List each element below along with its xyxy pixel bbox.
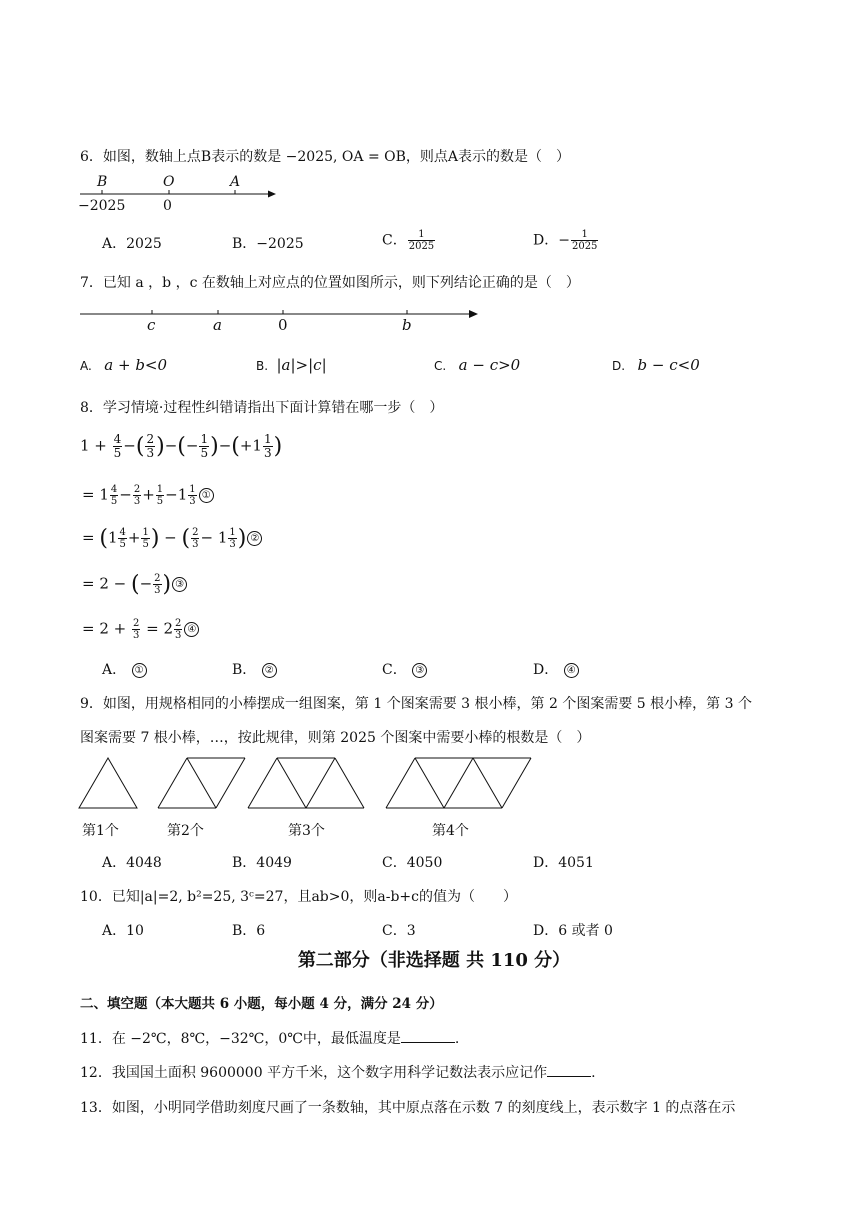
q7-option-c[interactable]: C. a − c>0 bbox=[434, 356, 521, 374]
q9-stem-line2: 图案需要 7 根小棒，…，按此规律，则第 2025 个图案中需要小棒的根数是（ ） bbox=[80, 730, 591, 746]
q8-option-b[interactable]: B． ② bbox=[232, 659, 277, 679]
q10-option-b[interactable]: B．6 bbox=[232, 923, 266, 939]
q11-stem: 11．在 −2℃，8℃，−32℃，0℃中，最低温度是 . bbox=[80, 1031, 460, 1047]
q9-caption-1: 第1个 bbox=[82, 823, 119, 839]
pattern-4-shape bbox=[386, 758, 531, 808]
q9-stem-line1: 9．如图，用规格相同的小棒摆成一组图案，第 1 个图案需要 3 根小棒，第 2 个图案需要 5 根小棒，第 3 个 bbox=[80, 696, 752, 712]
q6-option-d[interactable]: D．− $\frac{1}{2025}$ bbox=[533, 229, 598, 252]
q7-label-c: c bbox=[147, 316, 156, 334]
pattern-2-shape bbox=[158, 758, 245, 808]
q9-option-a[interactable]: A．4048 bbox=[102, 855, 162, 871]
q6-label-a: A bbox=[230, 174, 241, 190]
q6-option-a[interactable]: A．2025 bbox=[102, 236, 162, 252]
q7-option-b[interactable]: B. |a|>|c| bbox=[256, 356, 327, 374]
q7-label-b: b bbox=[402, 316, 412, 334]
q6-label-o: O bbox=[163, 174, 175, 190]
q7-stem: 7．已知 a ，b ，c 在数轴上对应点的位置如图所示，则下列结论正确的是（ ） bbox=[80, 275, 580, 291]
q7-option-a[interactable]: A. a + b<0 bbox=[80, 356, 168, 374]
q7-label-a: a bbox=[213, 316, 222, 334]
q8-step-4: = 2 + $\frac{2}{3}$ = 2 $\frac{2}{3}$ ④ bbox=[82, 618, 199, 641]
q8-expression: 1 + $\frac{4}{5}$ −( $\frac{2}{3}$ )−(− $\frac{1}{5}$ )−(+1 $\frac{1}{3}$ ) bbox=[80, 432, 283, 460]
q11-answer-blank[interactable] bbox=[401, 1030, 455, 1043]
q8-option-c[interactable]: C． ③ bbox=[382, 659, 427, 679]
q6-value-o: 0 bbox=[163, 198, 172, 214]
q13-stem: 13．如图，小明同学借助刻度尺画了一条数轴，其中原点落在示数 7 的刻度线上，表示数字 1 的点落在示 bbox=[80, 1100, 736, 1116]
q12-answer-blank[interactable] bbox=[547, 1064, 591, 1077]
q6-stem: 6．如图，数轴上点B表示的数是 −2025, OA = OB，则点A表示的数是（ ） bbox=[80, 149, 570, 165]
part2-title: 第二部分（非选择题 共 110 分） bbox=[297, 950, 571, 971]
q7-label-zero: 0 bbox=[278, 316, 288, 334]
q6-label-b: B bbox=[97, 174, 108, 190]
q10-option-a[interactable]: A．10 bbox=[102, 923, 144, 939]
q9-stick-patterns bbox=[76, 754, 540, 812]
q12-stem: 12．我国国土面积 9600000 平方千米，这个数字用科学记数法表示应记作 . bbox=[80, 1065, 596, 1081]
q6-value-b: −2025 bbox=[78, 198, 126, 214]
q9-option-d[interactable]: D．4051 bbox=[533, 855, 594, 871]
q10-option-d[interactable]: D．6 或者 0 bbox=[533, 923, 613, 939]
pattern-3-shape bbox=[248, 758, 364, 808]
pattern-1-shape bbox=[79, 758, 137, 808]
q8-option-d[interactable]: D． ④ bbox=[533, 659, 579, 679]
q10-option-c[interactable]: C．3 bbox=[382, 923, 416, 939]
q7-option-d[interactable]: D. b − c<0 bbox=[612, 356, 700, 374]
q10-stem: 10．已知|a|=2, b²=25, 3ᶜ=27，且ab>0，则a-b+c的值为（ ） bbox=[80, 889, 518, 905]
q6-option-b[interactable]: B．−2025 bbox=[232, 236, 304, 252]
q9-option-b[interactable]: B．4049 bbox=[232, 855, 292, 871]
q6-option-c[interactable]: C． $\frac{1}{2025}$ bbox=[382, 229, 435, 252]
q9-option-c[interactable]: C．4050 bbox=[382, 855, 443, 871]
q8-step-3: = 2 − (− $\frac{2}{3}$ ) ③ bbox=[82, 572, 187, 597]
q8-step-2: = (1 $\frac{4}{5}$ + $\frac{1}{5}$ ) − ( $\frac{2}{3}$ − 1 $\frac{1}{3}$ ) ② bbox=[82, 526, 262, 551]
section2-title: 二、填空题（本大题共 6 小题，每小题 4 分，满分 24 分） bbox=[80, 996, 443, 1012]
q9-caption-4: 第4个 bbox=[432, 823, 469, 839]
q9-caption-3: 第3个 bbox=[288, 823, 325, 839]
q8-step-1: = 1 $\frac{4}{5}$ − $\frac{2}{3}$ + $\frac{1}{5}$ −1 $\frac{1}{3}$ ① bbox=[82, 484, 214, 507]
q9-caption-2: 第2个 bbox=[167, 823, 204, 839]
q8-option-a[interactable]: A． ① bbox=[102, 659, 147, 679]
q8-stem: 8．学习情境·过程性纠错请指出下面计算错在哪一步（ ） bbox=[80, 400, 444, 416]
